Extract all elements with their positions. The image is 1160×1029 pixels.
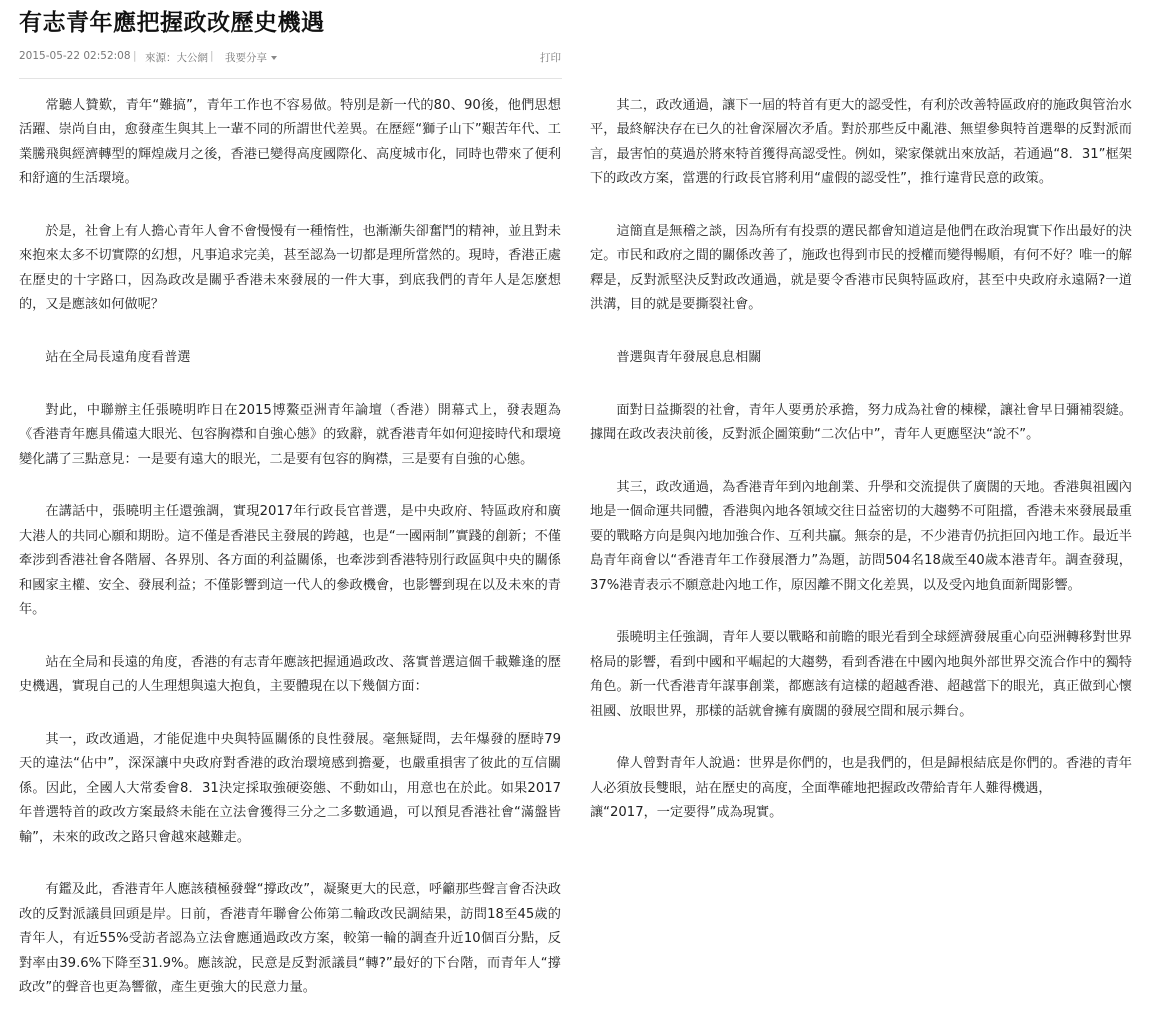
paragraph: 在講話中，張曉明主任還強調，實現2017年行政長官普選，是中央政府、特區政府和廣大港人的共同心願和期盼。這不僅是香港民主發展的跨越，也是“一國兩制”實踐的創新；不僅牽涉到香港社會各階層、各界別、各方面的利益關係，也牽涉到香港特別行政區與中央的關係和國家主權、安全、發展利益；不僅影響到這一代人的參政機會，也影響到現在以及未來的青年。 <box>19 504 561 618</box>
source-label: 來源：大公網 <box>145 52 208 64</box>
paragraph: 站在全局和長遠的角度，香港的有志青年應該把握通過政改、落實普選這個千載難逢的歷史機遇，實現自己的人生理想與遠大抱負，主要體現在以下幾個方面： <box>19 654 561 695</box>
print-button[interactable]: 打印 <box>540 52 561 64</box>
article-body-right-column <box>590 94 1132 854</box>
paragraph: 其三，政改通過，為香港青年到內地創業、升學和交流提供了廣闊的天地。香港與祖國內地是一個命運共同體，香港與內地各領域交往日益密切的大趨勢不可阻擋，香港未來發展最重要的戰略方向是與內地加強合作、互利共贏。無奈的是，不少港青仍抗拒回內地工作。最近半島青年商會以“香港青年工作發展潛力”為題，訪問504名18歲至40歲本港青年。調查發現，37%港青表示不願意赴內地工作，原因離不開文化差異，以及受內地負面新聞影響。 <box>590 480 1132 593</box>
article-meta-bar <box>19 48 562 79</box>
meta-separator: | <box>133 50 137 62</box>
article-body-left-column <box>19 94 561 1029</box>
paragraph: 有鑑及此，香港青年人應該積極發聲“撐政改”，凝聚更大的民意，呼籲那些聲言會否決政改的反對派議員回頭是岸。日前，香港青年聯會公佈第二輪政改民調結果，訪問18至45歲的青年人，有近55%受訪者認為立法會應通過政改方案，較第一輪的調查升近10個百分點，反對率由39.6%下降至31.9%。應該說，民意是反對派議員“轉?”最好的下台階，而青年人“撐政改”的聲音也更為響徹，產生更強大的民意力量。 <box>19 882 561 996</box>
paragraph: 其二，政改通過，讓下一屆的特首有更大的認受性，有利於改善特區政府的施政與管治水平，最終解決存在已久的社會深層次矛盾。對於那些反中亂港、無望參與特首選舉的反對派而言，最害怕的莫過於將來特首獲得高認受性。例如，梁家傑就出來放話，若通過“8．31”框架下的政改方案，當選的行政長官將利用“虛假的認受性”，推行違背民意的政策。 <box>590 98 1132 187</box>
subheading: 普選與青年發展息息相關 <box>616 350 762 366</box>
subheading: 站在全局長遠角度看普選 <box>45 350 191 366</box>
paragraph: 於是，社會上有人擔心青年人會不會慢慢有一種惰性，也漸漸失卻奮鬥的精神，並且對未來抱來太多不切實際的幻想，凡事追求完美，甚至認為一切都是理所當然的。現時，香港正處在歷史的十字路口，因為政改是關乎香港未來發展的一件大事，到底我們的青年人是怎麼想的，又是應該如何做呢？ <box>19 224 561 313</box>
meta-separator: | <box>210 50 214 62</box>
article-title: 有志青年應把握政改歷史機遇 <box>19 10 325 36</box>
paragraph: 面對日益撕裂的社會，青年人要勇於承擔，努力成為社會的棟樑，讓社會早日彌補裂縫。據聞在政改表決前後，反對派企圖策動“二次佔中”，青年人更應堅決“說不”。 <box>590 402 1132 443</box>
paragraph: 張曉明主任強調，青年人要以戰略和前瞻的眼光看到全球經濟發展重心向亞洲轉移對世界格局的影響，看到中國和平崛起的大趨勢，看到香港在中國內地與外部世界交流合作中的獨特角色。新一代香港青年謀事創業，都應該有這樣的超越香港、超越當下的眼光，真正做到心懷祖國、放眼世界，那樣的話就會擁有廣闊的發展空間和展示舞台。 <box>590 630 1132 719</box>
share-label: 我要分享 <box>225 52 267 64</box>
paragraph: 這簡直是無稽之談，因為所有有投票的選民都會知道這是他們在政治現實下作出最好的決定。市民和政府之間的關係改善了，施政也得到市民的授權而變得暢順，有何不好？唯一的解釋是，反對派堅決反對政改通過，就是要令香港市民與特區政府，甚至中央政府永遠隔?一道洪溝，目的就是要撕裂社會。 <box>590 224 1132 313</box>
paragraph: 偉人曾對青年人說過：世界是你們的，也是我們的，但是歸根結底是你們的。香港的青年人必須放長雙眼，站在歷史的高度，全面準確地把握政改帶給青年人難得機遇， <box>590 756 1132 796</box>
paragraph: 對此，中聯辦主任張曉明昨日在2015博鰲亞洲青年論壇（香港）開幕式上，發表題為《香港青年應具備遠大眼光、包容胸襟和自強心態》的致辭，就香港青年如何迎接時代和環境變化講了三點意見：一是要有遠大的眼光，二是要有包容的胸襟，三是要有自強的心態。 <box>19 402 561 467</box>
paragraph: 讓“2017，一定要得”成為現實。 <box>590 805 783 821</box>
paragraph: 其一，政改通過，才能促進中央與特區關係的良性發展。毫無疑問，去年爆發的歷時79天的違法“佔中”，深深讓中央政府對香港的政治環境感到擔憂，也嚴重損害了彼此的互信關係。因此，全國人大常委會8．31決定採取強硬姿態、不動如山，用意也在於此。如果2017年普選特首的政改方案最終未能在立法會獲得三分之二多數通過，可以預見香港社會“滿盤皆輸”，未來的政改之路只會越來越難走。 <box>19 732 561 845</box>
paragraph: 常聽人贊歎，青年“難搞”，青年工作也不容易做。特別是新一代的80、90後，他們思想活躍、崇尚自由，愈發產生與其上一輩不同的所謂世代差異。在歷經“獅子山下”艱苦年代、工業騰飛與經濟轉型的輝煌歲月之後，香港已變得高度國際化、高度城市化，同時也帶來了便利和舒適的生活環境。 <box>19 98 561 187</box>
chevron-down-icon <box>271 56 277 60</box>
publish-date: 2015-05-22 02:52:08 <box>19 50 131 62</box>
share-button[interactable] <box>225 50 277 65</box>
